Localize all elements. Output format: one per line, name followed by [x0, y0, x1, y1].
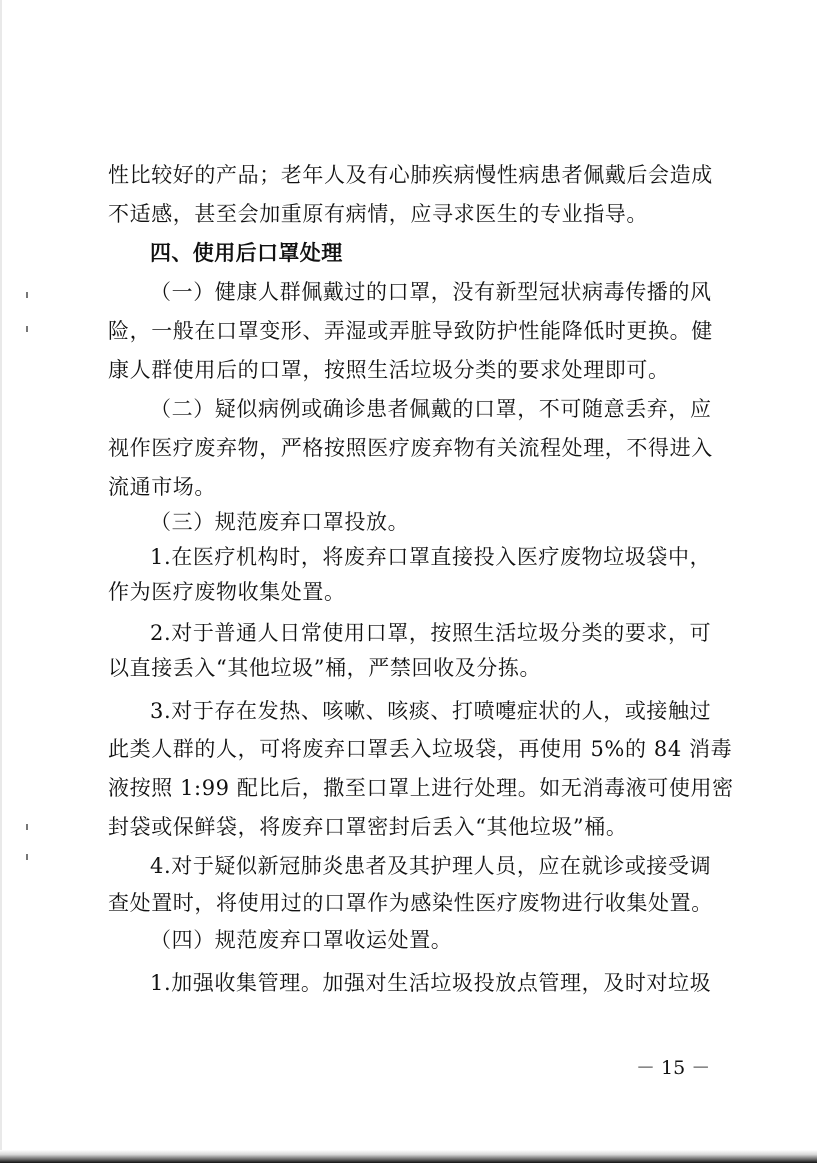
subsection-heading: （三）规范废弃口罩投放。 [150, 510, 410, 534]
paragraph-line: 不适感，甚至会加重原有病情，应寻求医生的专业指导。 [108, 202, 648, 226]
paragraph-line: 流通市场。 [108, 475, 216, 499]
page-number: － 15 － [636, 1057, 711, 1079]
paragraph-line: 封袋或保鲜袋，将废弃口罩密封后丢入“其他垃圾”桶。 [108, 815, 628, 839]
paragraph-line: 液按照 1:99 配比后，撒至口罩上进行处理。如无消毒液可使用密 [108, 776, 734, 800]
scan-mark [26, 292, 28, 298]
paragraph-line: 性比较好的产品；老年人及有心肺疾病慢性病患者佩戴后会造成 [108, 163, 713, 187]
paragraph-line: 康人群使用后的口罩，按照生活垃圾分类的要求处理即可。 [108, 358, 670, 382]
paragraph-line: 1.加强收集管理。加强对生活垃圾投放点管理，及时对垃圾 [150, 971, 712, 995]
paragraph-line: （一）健康人群佩戴过的口罩，没有新型冠状病毒传播的风 [150, 280, 712, 304]
paragraph-line: 4.对于疑似新冠肺炎患者及其护理人员，应在就诊或接受调 [150, 854, 712, 878]
paragraph-line: 险，一般在口罩变形、弄湿或弄脏导致防护性能降低时更换。健 [108, 319, 713, 343]
paragraph-line: 2.对于普通人日常使用口罩，按照生活垃圾分类的要求，可 [150, 621, 712, 645]
scan-edge [0, 0, 2, 1163]
paragraph-line: （二）疑似病例或确诊患者佩戴的口罩，不可随意丢弃，应 [150, 397, 712, 421]
paragraph-line: 1.在医疗机构时，将废弃口罩直接投入医疗废物垃圾袋中， [150, 545, 712, 569]
paragraph-line: 3.对于存在发热、咳嗽、咳痰、打喷嚏症状的人，或接触过 [150, 699, 712, 723]
paragraph-line: 以直接丢入“其他垃圾”桶，严禁回收及分拣。 [108, 656, 542, 680]
paragraph-line: 作为医疗废物收集处置。 [108, 580, 346, 604]
paragraph-line: 查处置时，将使用过的口罩作为感染性医疗废物进行收集处置。 [108, 891, 713, 915]
scan-mark [26, 854, 28, 860]
scan-mark [26, 326, 28, 332]
section-heading: 四、使用后口罩处理 [150, 241, 343, 265]
scan-shadow-bar [0, 1150, 817, 1163]
paragraph-line: 此类人群的人，可将废弃口罩丢入垃圾袋，再使用 5%的 84 消毒 [108, 737, 733, 761]
scan-mark [26, 824, 28, 830]
subsection-heading: （四）规范废弃口罩收运处置。 [150, 928, 453, 952]
paragraph-line: 视作医疗废弃物，严格按照医疗废弃物有关流程处理，不得进入 [108, 436, 713, 460]
